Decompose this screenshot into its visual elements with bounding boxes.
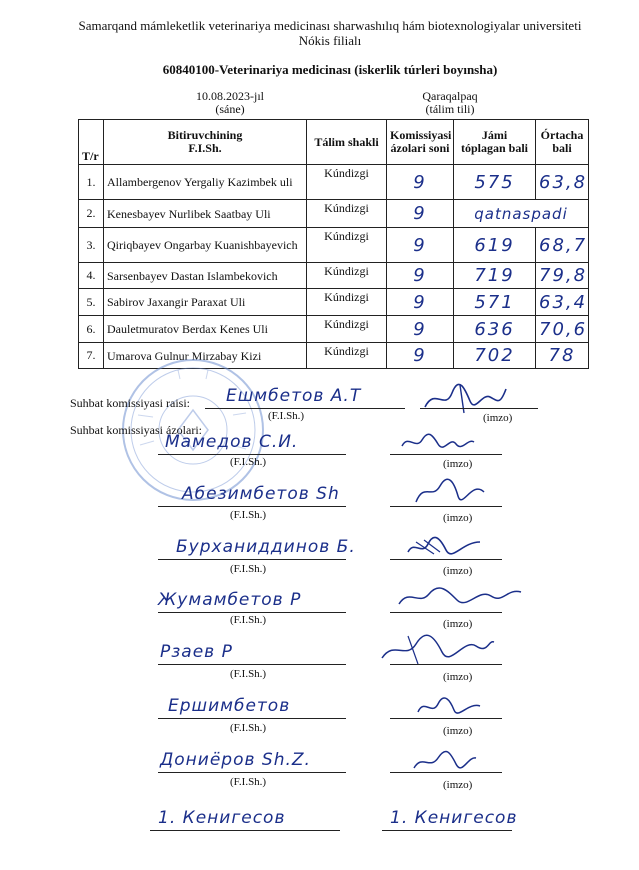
header-avg-line2: bali [552, 141, 572, 155]
member-name-handwritten: 1. Кенигесов [158, 808, 286, 828]
fish-caption: (F.I.Sh.) [230, 614, 267, 626]
secretary-signature: 1. Кенигесов [390, 808, 518, 828]
table-row [79, 263, 589, 289]
member-name-line [158, 506, 346, 507]
commission-count: 9 [387, 165, 454, 200]
language-value: Qaraqalpaq [422, 89, 478, 103]
total-score: 702 [454, 343, 536, 369]
average-score: 68,7 [536, 228, 589, 263]
member-name-handwritten: Жумамбетов Р [158, 590, 302, 610]
commission-count: 9 [387, 343, 454, 369]
total-score: qatnaspadi [454, 200, 589, 228]
average-score: 79,8 [536, 263, 589, 289]
study-form: Kúndizgi [307, 343, 387, 369]
fish-caption: (F.I.Sh.) [230, 509, 267, 521]
university-line-1: Samarqand mámleketlik veterinariya medicinası sharwashılıq hám biotexnologiyalar universiteti [78, 18, 582, 33]
header-total-line1: Jámi [481, 128, 508, 142]
commission-count: 9 [387, 289, 454, 316]
study-form: Kúndizgi [307, 200, 387, 228]
date-block [160, 90, 300, 116]
member-name-line [150, 830, 340, 831]
graduate-name: Qiriqbayev Ongarbay Kuanishbayevich [104, 228, 307, 263]
graduate-name: Kenesbayev Nurlibek Saatbay Uli [104, 200, 307, 228]
row-number: 5. [79, 289, 104, 316]
member-name-line [158, 559, 346, 560]
member-signature [410, 748, 480, 774]
graduate-name: Allambergenov Yergaliy Kazimbek uli [104, 165, 307, 200]
row-number: 4. [79, 263, 104, 289]
commission-count: 9 [387, 228, 454, 263]
member-name-handwritten: Ершимбетов [168, 696, 291, 716]
study-form: Kúndizgi [307, 289, 387, 316]
member-signature [395, 582, 525, 612]
table-row [79, 200, 589, 228]
member-name-handwritten: Мамедов С.И. [165, 432, 299, 452]
header-avg-line1: Órtacha [540, 128, 584, 142]
header-total [454, 120, 536, 165]
header-commission-line2: ázolari soni [390, 141, 450, 155]
fish-caption: (F.I.Sh.) [230, 456, 267, 468]
imzo-caption: (imzo) [443, 618, 473, 630]
chair-label: Suhbat komissiyasi raisi: [70, 396, 190, 410]
member-name-handwritten: Рзаев Р [160, 642, 233, 662]
row-number: 7. [79, 343, 104, 369]
date-caption: (sáne) [215, 102, 245, 116]
study-form: Kúndizgi [307, 165, 387, 200]
commission-count: 9 [387, 200, 454, 228]
total-score: 719 [454, 263, 536, 289]
header-total-line2: tóplagan bali [460, 141, 529, 155]
member-name-line [158, 664, 346, 665]
member-name-handwritten: Бурханиддинов Б. [176, 537, 356, 557]
imzo-caption: (imzo) [443, 725, 473, 737]
graduate-name: Sarsenbayev Dastan Islambekovich [104, 263, 307, 289]
member-signature [410, 476, 490, 508]
row-number: 3. [79, 228, 104, 263]
header-name-line2: F.I.Sh. [188, 141, 222, 155]
chair-signature [420, 383, 510, 415]
results-table [78, 119, 589, 369]
member-signature-line [390, 772, 502, 773]
chair-name-handwritten: Ешмбетов А.Т [226, 386, 362, 406]
study-form: Kúndizgi [307, 228, 387, 263]
member-name-handwritten: Абезимбетов Sh [182, 484, 340, 504]
average-score: 63,8 [536, 165, 589, 200]
header-form: Tálim shakli [307, 120, 387, 165]
fish-caption: (F.I.Sh.) [268, 410, 305, 422]
member-name-line [158, 454, 346, 455]
header-name [104, 120, 307, 165]
average-score: 63,4 [536, 289, 589, 316]
member-name-line [158, 772, 346, 773]
member-signature [398, 430, 478, 454]
total-score: 571 [454, 289, 536, 316]
imzo-caption: (imzo) [443, 512, 473, 524]
member-signature [414, 694, 484, 720]
graduate-name: Dauletmuratov Berdax Kenes Uli [104, 316, 307, 343]
total-score: 575 [454, 165, 536, 200]
chair-name-line [205, 408, 405, 409]
commission-count: 9 [387, 316, 454, 343]
imzo-caption: (imzo) [443, 671, 473, 683]
fish-caption: (F.I.Sh.) [230, 722, 267, 734]
imzo-caption: (imzo) [483, 412, 513, 424]
row-number: 6. [79, 316, 104, 343]
date-value: 10.08.2023-jıl [196, 89, 264, 103]
average-score: 78 [536, 343, 589, 369]
imzo-caption: (imzo) [443, 565, 473, 577]
university-name [60, 18, 600, 48]
member-signature-line [390, 664, 502, 665]
header-tr: T/r [79, 120, 104, 165]
table-row [79, 289, 589, 316]
member-signature-line [390, 506, 502, 507]
table-header-row [79, 120, 589, 165]
table-row [79, 228, 589, 263]
language-block [400, 90, 500, 116]
member-signature-line [390, 454, 502, 455]
total-score: 619 [454, 228, 536, 263]
chair-signature-line [420, 408, 538, 409]
program-title: 60840100-Veterinariya medicinası (iskerlik túrleri boyınsha) [162, 62, 498, 77]
table-row [79, 316, 589, 343]
fish-caption: (F.I.Sh.) [230, 668, 267, 680]
university-line-2: Nókis filialı [298, 33, 362, 48]
header-commission-line1: Komissiyasi [390, 128, 452, 142]
member-signature [404, 534, 484, 560]
fish-caption: (F.I.Sh.) [230, 563, 267, 575]
member-name-handwritten: Дониёров Sh.Z. [160, 750, 311, 770]
member-signature-line [390, 612, 502, 613]
table-row [79, 165, 589, 200]
fish-caption: (F.I.Sh.) [230, 776, 267, 788]
graduate-name: Umarova Gulnur Mirzabay Kizi [104, 343, 307, 369]
secretary-signature-line [382, 830, 512, 831]
imzo-caption: (imzo) [443, 458, 473, 470]
study-form: Kúndizgi [307, 263, 387, 289]
member-signature-line [390, 718, 502, 719]
study-form: Kúndizgi [307, 316, 387, 343]
member-signature-line [390, 559, 502, 560]
graduate-name: Sabirov Jaxangir Paraxat Uli [104, 289, 307, 316]
average-score: 70,6 [536, 316, 589, 343]
header-name-line1: Bitiruvchining [167, 128, 243, 142]
member-signature [378, 630, 498, 666]
members-label: Suhbat komissiyasi ázolari: [70, 423, 202, 437]
member-name-line [158, 718, 346, 719]
imzo-caption: (imzo) [443, 779, 473, 791]
row-number: 1. [79, 165, 104, 200]
member-name-line [158, 612, 346, 613]
header-avg [536, 120, 589, 165]
header-commission [387, 120, 454, 165]
total-score: 636 [454, 316, 536, 343]
language-caption: (tálim tili) [425, 102, 475, 116]
commission-count: 9 [387, 263, 454, 289]
row-number: 2. [79, 200, 104, 228]
